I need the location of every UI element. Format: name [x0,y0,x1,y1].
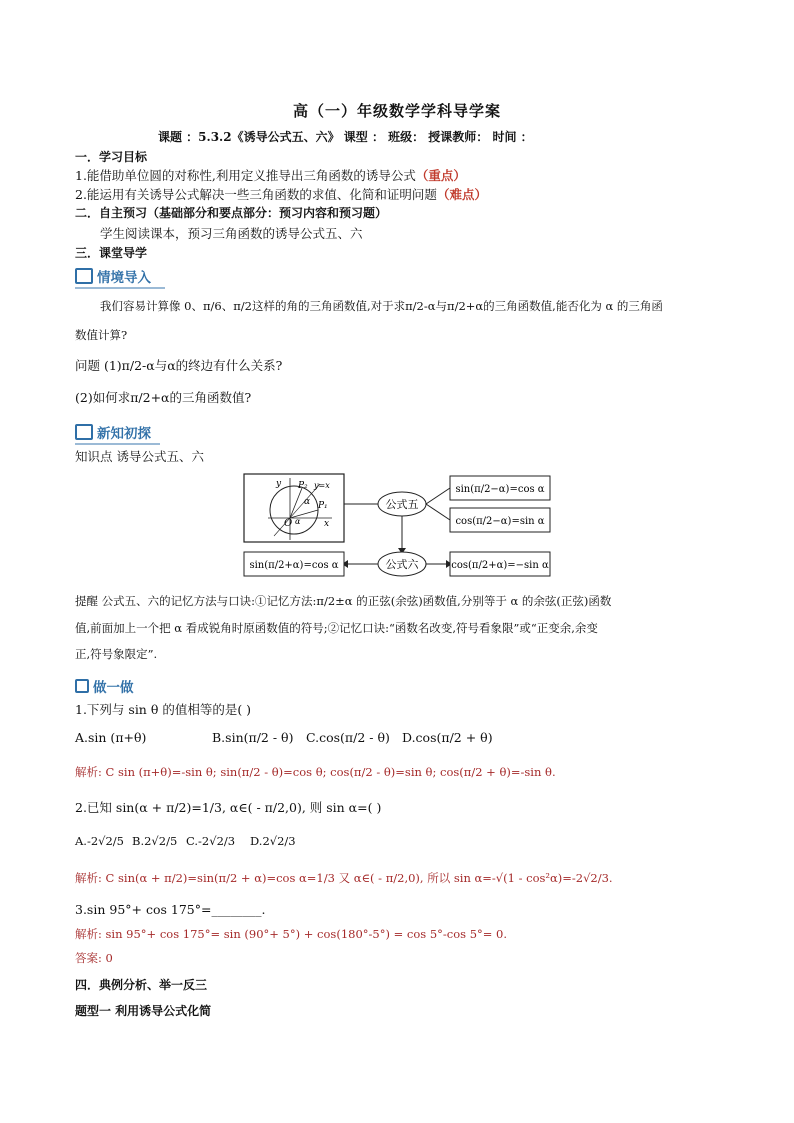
q2-option-c: C.-2√2/3 [186,834,236,848]
banner-new-knowledge [75,422,151,442]
intro-line-2: 数值计算? [75,328,128,342]
q2-option-a: A.-2√2/5 [75,834,124,848]
question-q3: 3.sin 95°+ cos 175°=________. [75,902,266,917]
goal-1 [75,166,466,184]
type-1-heading: 题型一 利用诱导公式化简 [75,1004,212,1018]
label-alpha-bottom: α [295,517,301,526]
q2-answer: 解析: C sin(α + π/2)=sin(π/2 + α)=cos α=1/3 又 α∈( - π/2,0), 所以 sin α=-√(1 - cos²α)=-2√2/3. [75,871,613,885]
formula-2: cos(π/2−α)=sin α [455,516,545,527]
goal-2 [75,185,487,203]
section-3-heading: 三．课堂导学 [75,246,148,260]
banner-practice-label: 做一做 [93,680,134,696]
node-formula-5-label: 公式五 [385,498,419,511]
banner-underline [75,443,160,445]
formula-4: cos(π/2+α)=−sin α [451,560,549,571]
q1-option-d: D.cos(π/2 + θ) [402,730,493,745]
label-p1: P₁ [318,501,328,511]
banner-new-knowledge-label: 新知初探 [97,426,151,442]
connector-f5-to-f2 [426,504,450,520]
magnifier-icon [75,424,93,440]
banner-situation [75,266,151,286]
preview-line: 学生阅读课本，预习三角函数的诱导公式五、六 [100,226,363,241]
question-1: 问题 (1)π/2-α与α的终边有什么关系? [75,358,283,373]
knowledge-point: 知识点 诱导公式五、六 [75,449,204,464]
banner-situation-label: 情境导入 [97,270,151,286]
label-p2: P₂ [298,481,308,491]
connector-f5-to-f1 [426,488,450,504]
section-1-heading: 一．学习目标 [75,150,148,164]
formula-diagram [240,470,560,580]
q1-answer: 解析: C sin (π+θ)=-sin θ; sin(π/2 - θ)=cos θ; cos(π/2 - θ)=sin θ; cos(π/2 + θ)=-sin θ. [75,765,556,779]
section-4-heading: 四．典例分析、举一反三 [75,978,208,992]
goal-2-text: 2.能运用有关诱导公式解决一些三角函数的求值、化简和证明问题 [75,187,437,202]
label-yx: y=x [314,481,330,490]
q1-option-b: B.sin(π/2 - θ) [212,730,294,745]
lesson-header: 课题 ：5.3.2《诱导公式五、六》 课型 ： 班级： 授课教师： 时间 ： [158,130,533,144]
q2-option-d: D.2√2/3 [250,834,296,848]
section-2-heading: 二．自主预习（基础部分和要点部分：预习内容和预习题） [75,206,388,220]
tip-line-1: 提醒 公式五、六的记忆方法与口诀:①记忆方法:π/2±α 的正弦(余弦)函数值,分别等于 α 的余弦(正弦)函数 [75,594,612,608]
label-origin: O [284,518,293,529]
banner-underline [75,287,165,289]
pencil-icon [75,679,89,693]
question-2: (2)如何求π/2+α的三角函数值? [75,390,252,405]
goal-1-text: 1.能借助单位圆的对称性,利用定义推导出三角函数的诱导公式 [75,168,416,183]
q1-option-a: A.sin (π+θ) [75,730,147,745]
label-alpha-top: α [304,497,311,507]
node-formula-6-label: 公式六 [385,558,419,571]
tip-line-2: 值,前面加上一个把 α 看成锐角时原函数值的符号;②记忆口诀:“函数名改变,符号看象限”或“正变余,余变 [75,621,598,635]
label-x: x [324,519,330,529]
intro-line-1: 我们容易计算像 0、π/6、π/2这样的角的三角函数值,对于求π/2-α与π/2+α的三角函数值,能否化为 α 的三角函 [100,299,663,313]
label-y: y [276,479,282,489]
tip-line-3: 正,符号象限定”. [75,647,158,661]
banner-practice [75,676,134,696]
page-title: 高（一）年级数学学科导学案 [292,102,501,120]
q3-result: 答案: 0 [75,951,113,965]
goal-1-tag: （重点） [415,168,466,183]
formula-3: sin(π/2+α)=cos α [249,560,339,571]
question-q2: 2.已知 sin(α + π/2)=1/3, α∈( - π/2,0), 则 sin α=( ) [75,800,382,815]
q2-option-b: B.2√2/5 [132,834,178,848]
book-icon [75,268,93,284]
q3-answer: 解析: sin 95°+ cos 175°= sin (90°+ 5°) + cos(180°-5°) = cos 5°-cos 5°= 0. [75,927,508,941]
goal-2-tag: （难点） [436,187,487,202]
question-q1: 1.下列与 sin θ 的值相等的是( ) [75,702,252,717]
q1-option-c: C.cos(π/2 - θ) [306,730,390,745]
formula-1: sin(π/2−α)=cos α [455,484,545,495]
